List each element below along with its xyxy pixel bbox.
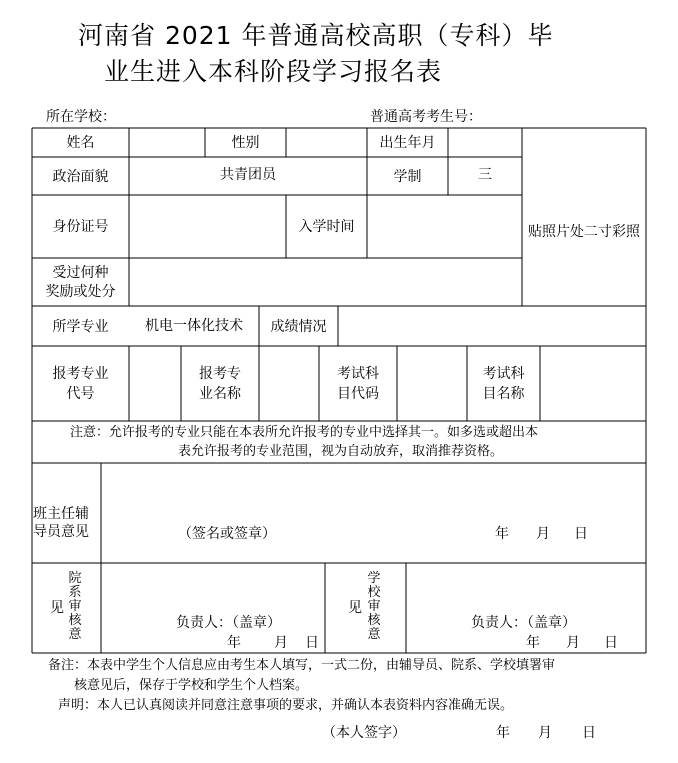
- apply-code-label-2: 代号: [66, 386, 95, 402]
- form-title-line-1: 河南省 2021 年普通高校高职（专科）毕: [78, 21, 554, 50]
- school-year-label: 年: [526, 635, 540, 651]
- id-number-label: 身份证号: [52, 219, 109, 235]
- grades-field[interactable]: [339, 307, 645, 345]
- dept-review-field[interactable]: [102, 564, 324, 652]
- birth-date-field[interactable]: [449, 129, 521, 156]
- school-label: 所在学校：: [46, 109, 116, 125]
- award-label-line-2: 奖励或处分: [45, 284, 116, 300]
- major-label: 所学专业: [52, 319, 109, 335]
- declaration-text: 声明：本人已认真阅读并同意注意事项的要求，并确认本表资料内容准确无误。: [58, 698, 514, 713]
- apply-code-label-1: 报考专业: [52, 366, 109, 382]
- advisor-label-line-2: 导员意见: [33, 524, 89, 540]
- footer-day-label: 日: [582, 725, 596, 741]
- dept-review-vertical-label: 院系审核意: [68, 571, 82, 642]
- schooling-length-value[interactable]: 三: [478, 167, 492, 183]
- advisor-sign-or-stamp: （签名或签章）: [178, 526, 276, 542]
- apply-name-label-1: 报考专: [199, 366, 241, 382]
- subject-code-field[interactable]: [398, 347, 466, 420]
- subject-code-label-2: 目代码: [337, 386, 379, 402]
- note-line-1: 注意：允许报考的专业只能在本表所允许报考的专业中选择其一。如多选或超出本: [70, 425, 539, 440]
- id-number-field[interactable]: [130, 196, 285, 257]
- advisor-year-label: 年: [495, 526, 509, 542]
- enrollment-date-field[interactable]: [368, 196, 521, 257]
- self-signature-label: （本人签字）: [322, 725, 406, 741]
- award-field[interactable]: [130, 259, 521, 305]
- award-label-line-1: 受过何种: [52, 265, 109, 281]
- birth-date-label: 出生年月: [379, 135, 436, 151]
- political-status-label: 政治面貌: [52, 169, 109, 185]
- remark-line-1: 备注：本表中学生个人信息应由考生本人填写，一式二份，由辅导员、院系、学校填署审: [48, 658, 556, 673]
- enrollment-date-label: 入学时间: [298, 219, 355, 235]
- apply-name-field[interactable]: [260, 347, 318, 420]
- dept-year-label: 年: [227, 635, 241, 651]
- dept-month-label: 月: [274, 635, 288, 651]
- dept-review-opinion-char: 见: [50, 600, 64, 616]
- advisor-label-line-1: 班主任辅: [33, 506, 89, 522]
- apply-name-label-2: 业名称: [199, 386, 241, 402]
- subject-name-label-1: 考试科: [482, 366, 525, 382]
- name-field[interactable]: [130, 129, 204, 156]
- footer-year-label: 年: [496, 725, 510, 741]
- footer-month-label: 月: [538, 725, 552, 741]
- gender-label: 性别: [231, 135, 260, 151]
- photo-placeholder[interactable]: 贴照片处二寸彩照: [528, 224, 640, 240]
- advisor-opinion-field[interactable]: [102, 464, 645, 562]
- dept-responsible-label: 负责人：（盖章）: [176, 615, 281, 631]
- subject-name-field[interactable]: [541, 347, 645, 420]
- school-review-opinion-char: 见: [348, 600, 362, 616]
- schooling-length-label: 学制: [393, 169, 422, 185]
- advisor-month-label: 月: [536, 526, 550, 542]
- remark-line-2: 核意见后，保存于学校和学生个人档案。: [74, 678, 309, 693]
- dept-day-label: 日: [305, 635, 319, 651]
- form-title-line-2: 业生进入本科阶段学习报名表: [104, 57, 443, 86]
- grades-label: 成绩情况: [270, 319, 327, 335]
- advisor-day-label: 日: [574, 526, 588, 542]
- school-day-label: 日: [604, 635, 618, 651]
- exam-number-label: 普通高考考生号：: [370, 109, 482, 125]
- gender-field[interactable]: [287, 129, 366, 156]
- note-line-2: 表允许报考的专业范围，视为自动放弃，取消推荐资格。: [178, 444, 504, 459]
- school-month-label: 月: [566, 635, 580, 651]
- subject-name-label-2: 目名称: [482, 386, 525, 402]
- subject-code-label-1: 考试科: [337, 366, 379, 382]
- major-value[interactable]: 机电一体化技术: [145, 318, 243, 334]
- political-status-value[interactable]: 共青团员: [220, 167, 276, 183]
- school-responsible-label: 负责人：（盖章）: [471, 615, 576, 631]
- school-review-vertical-label: 学校审核意: [367, 571, 381, 642]
- name-label: 姓名: [66, 135, 95, 151]
- apply-code-field[interactable]: [130, 347, 180, 420]
